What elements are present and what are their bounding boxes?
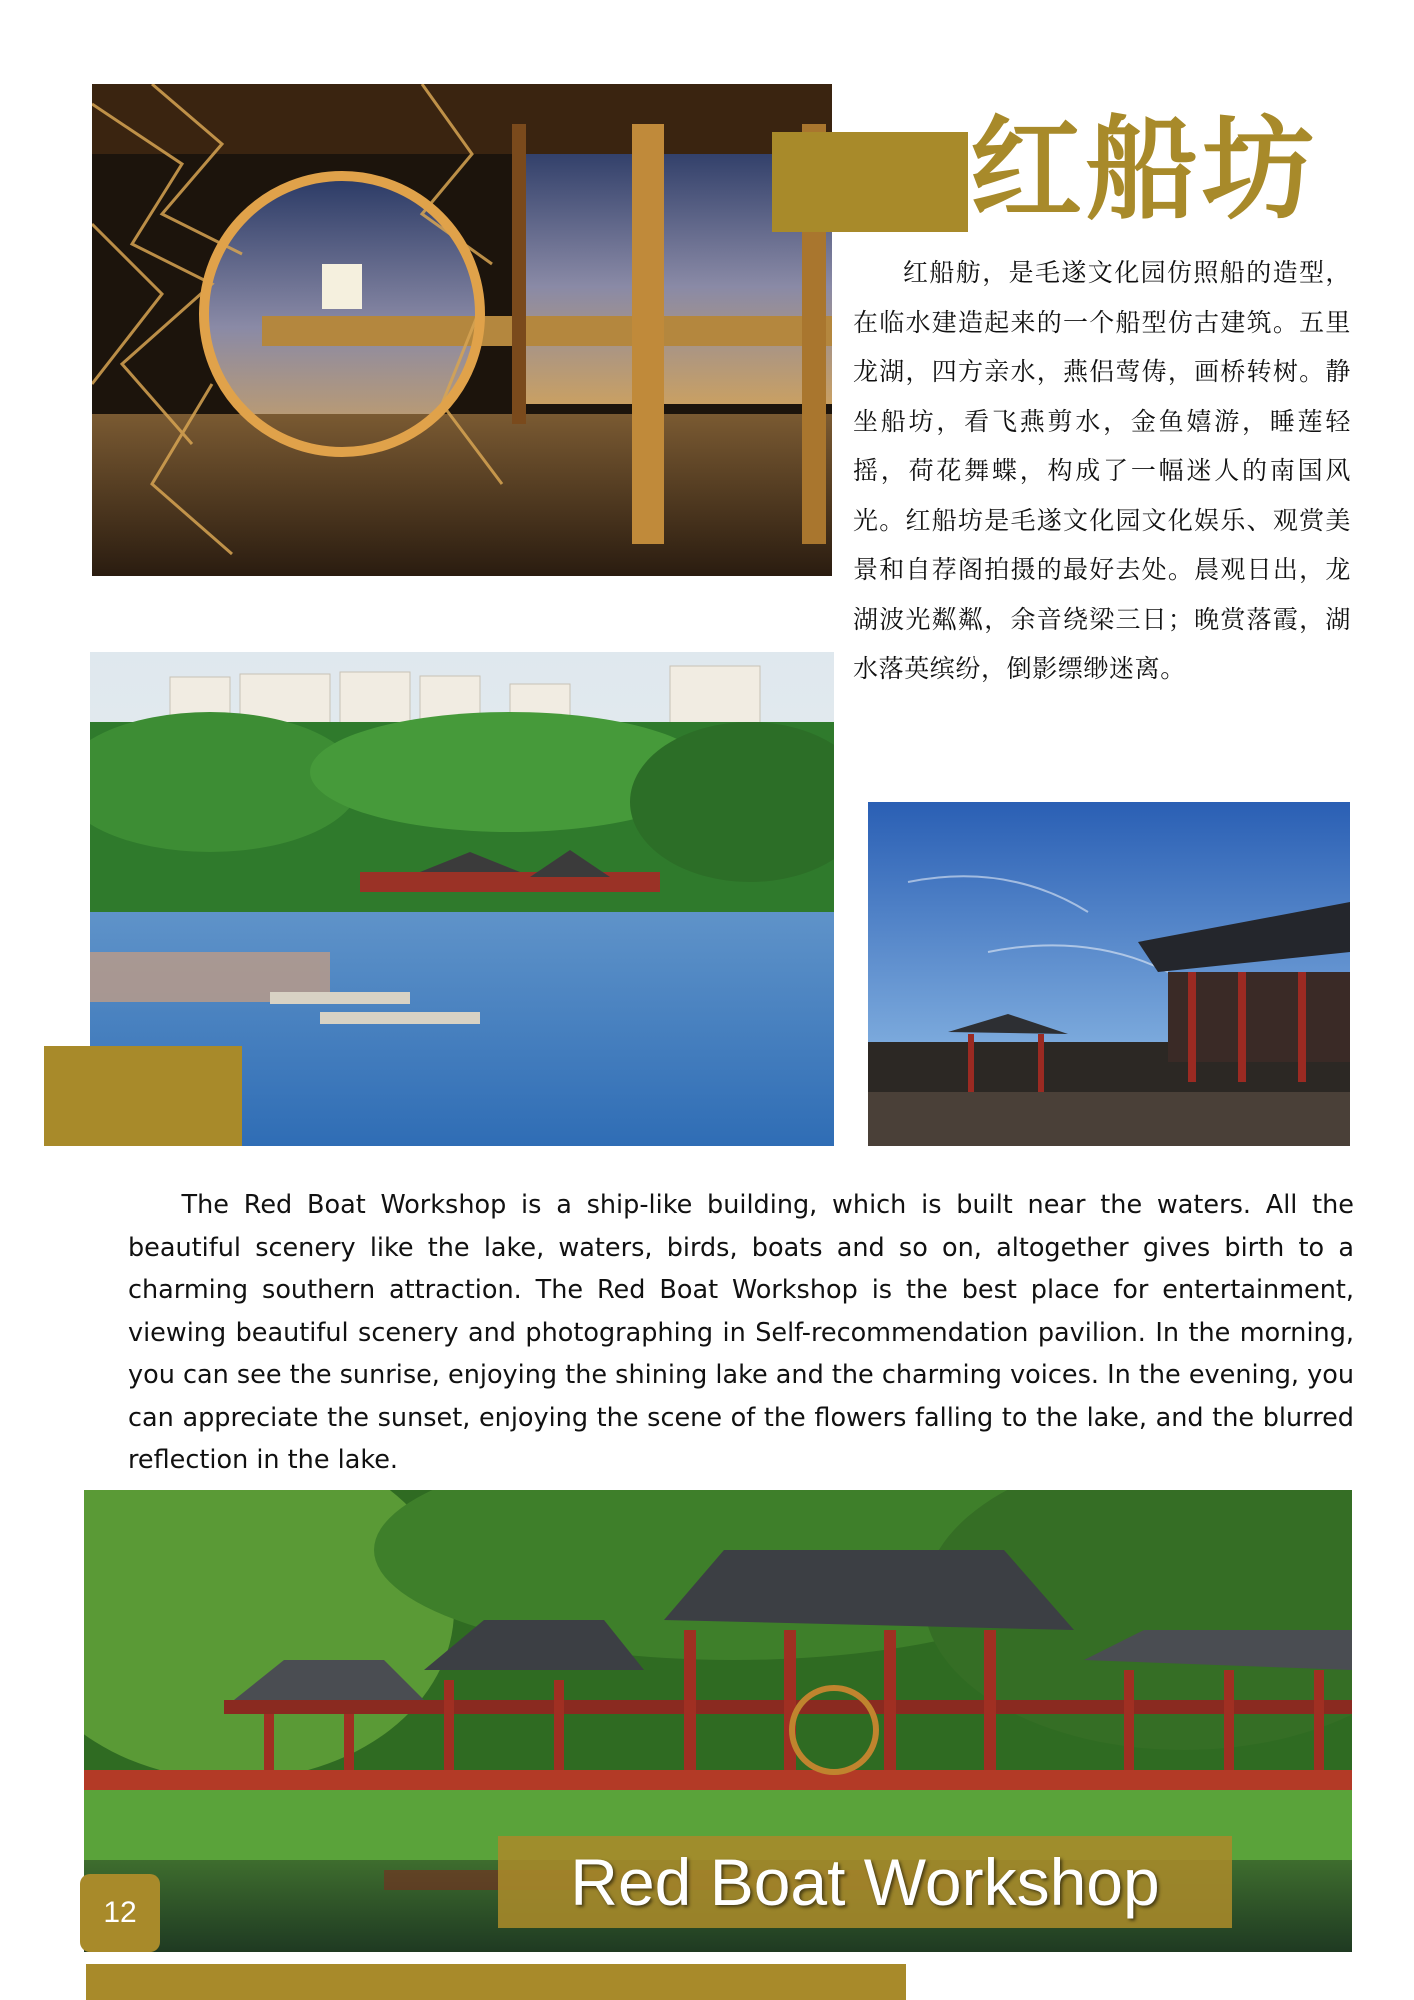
photo-caption-text: Red Boat Workshop [570,1845,1160,1919]
photo-moon-gate-night [92,84,832,576]
bottom-accent-bar [86,1964,906,2000]
photo-caption [498,1836,1232,1928]
title-accent-bar [772,132,968,232]
english-description: The Red Boat Workshop is a ship-like building, which is built near the waters. All the beautiful scenery like the lake, waters, birds, boats and so on, altogether gives birth to a charming southern attraction. The Red Boat Workshop is the best place for entertainment, viewing beautiful scenery and photographing in Self-recommendation pavilion. In the morning, you can see the sunrise, enjoying the shining lake and the charming voices. In the evening, you can appreciate the sunset, enjoying the scene of the flowers falling to the lake, and the blurred reflection in the lake. [128,1190,1354,1475]
accent-block [44,1046,242,1146]
page-number: 12 [80,1874,160,1952]
page-title: 红船坊 [970,105,1318,235]
chinese-description: 红船舫，是毛遂文化园仿照船的造型，在临水建造起来的一个船型仿古建筑。五里龙湖，四方亲水，燕侣莺俦，画桥转树。静坐船坊，看飞燕剪水，金鱼嬉游，睡莲轻摇，荷花舞蝶，构成了一幅迷人的南国风光。红船坊是毛遂文化园文化娱乐、观赏美景和自荐阁拍摄的最好去处。晨观日出，龙湖波光粼粼，余音绕梁三日；晚赏落霞，湖水落英缤纷，倒影缥缈迷离。 [853,258,1351,683]
photo-pavilion-blue-sky [868,802,1350,1146]
